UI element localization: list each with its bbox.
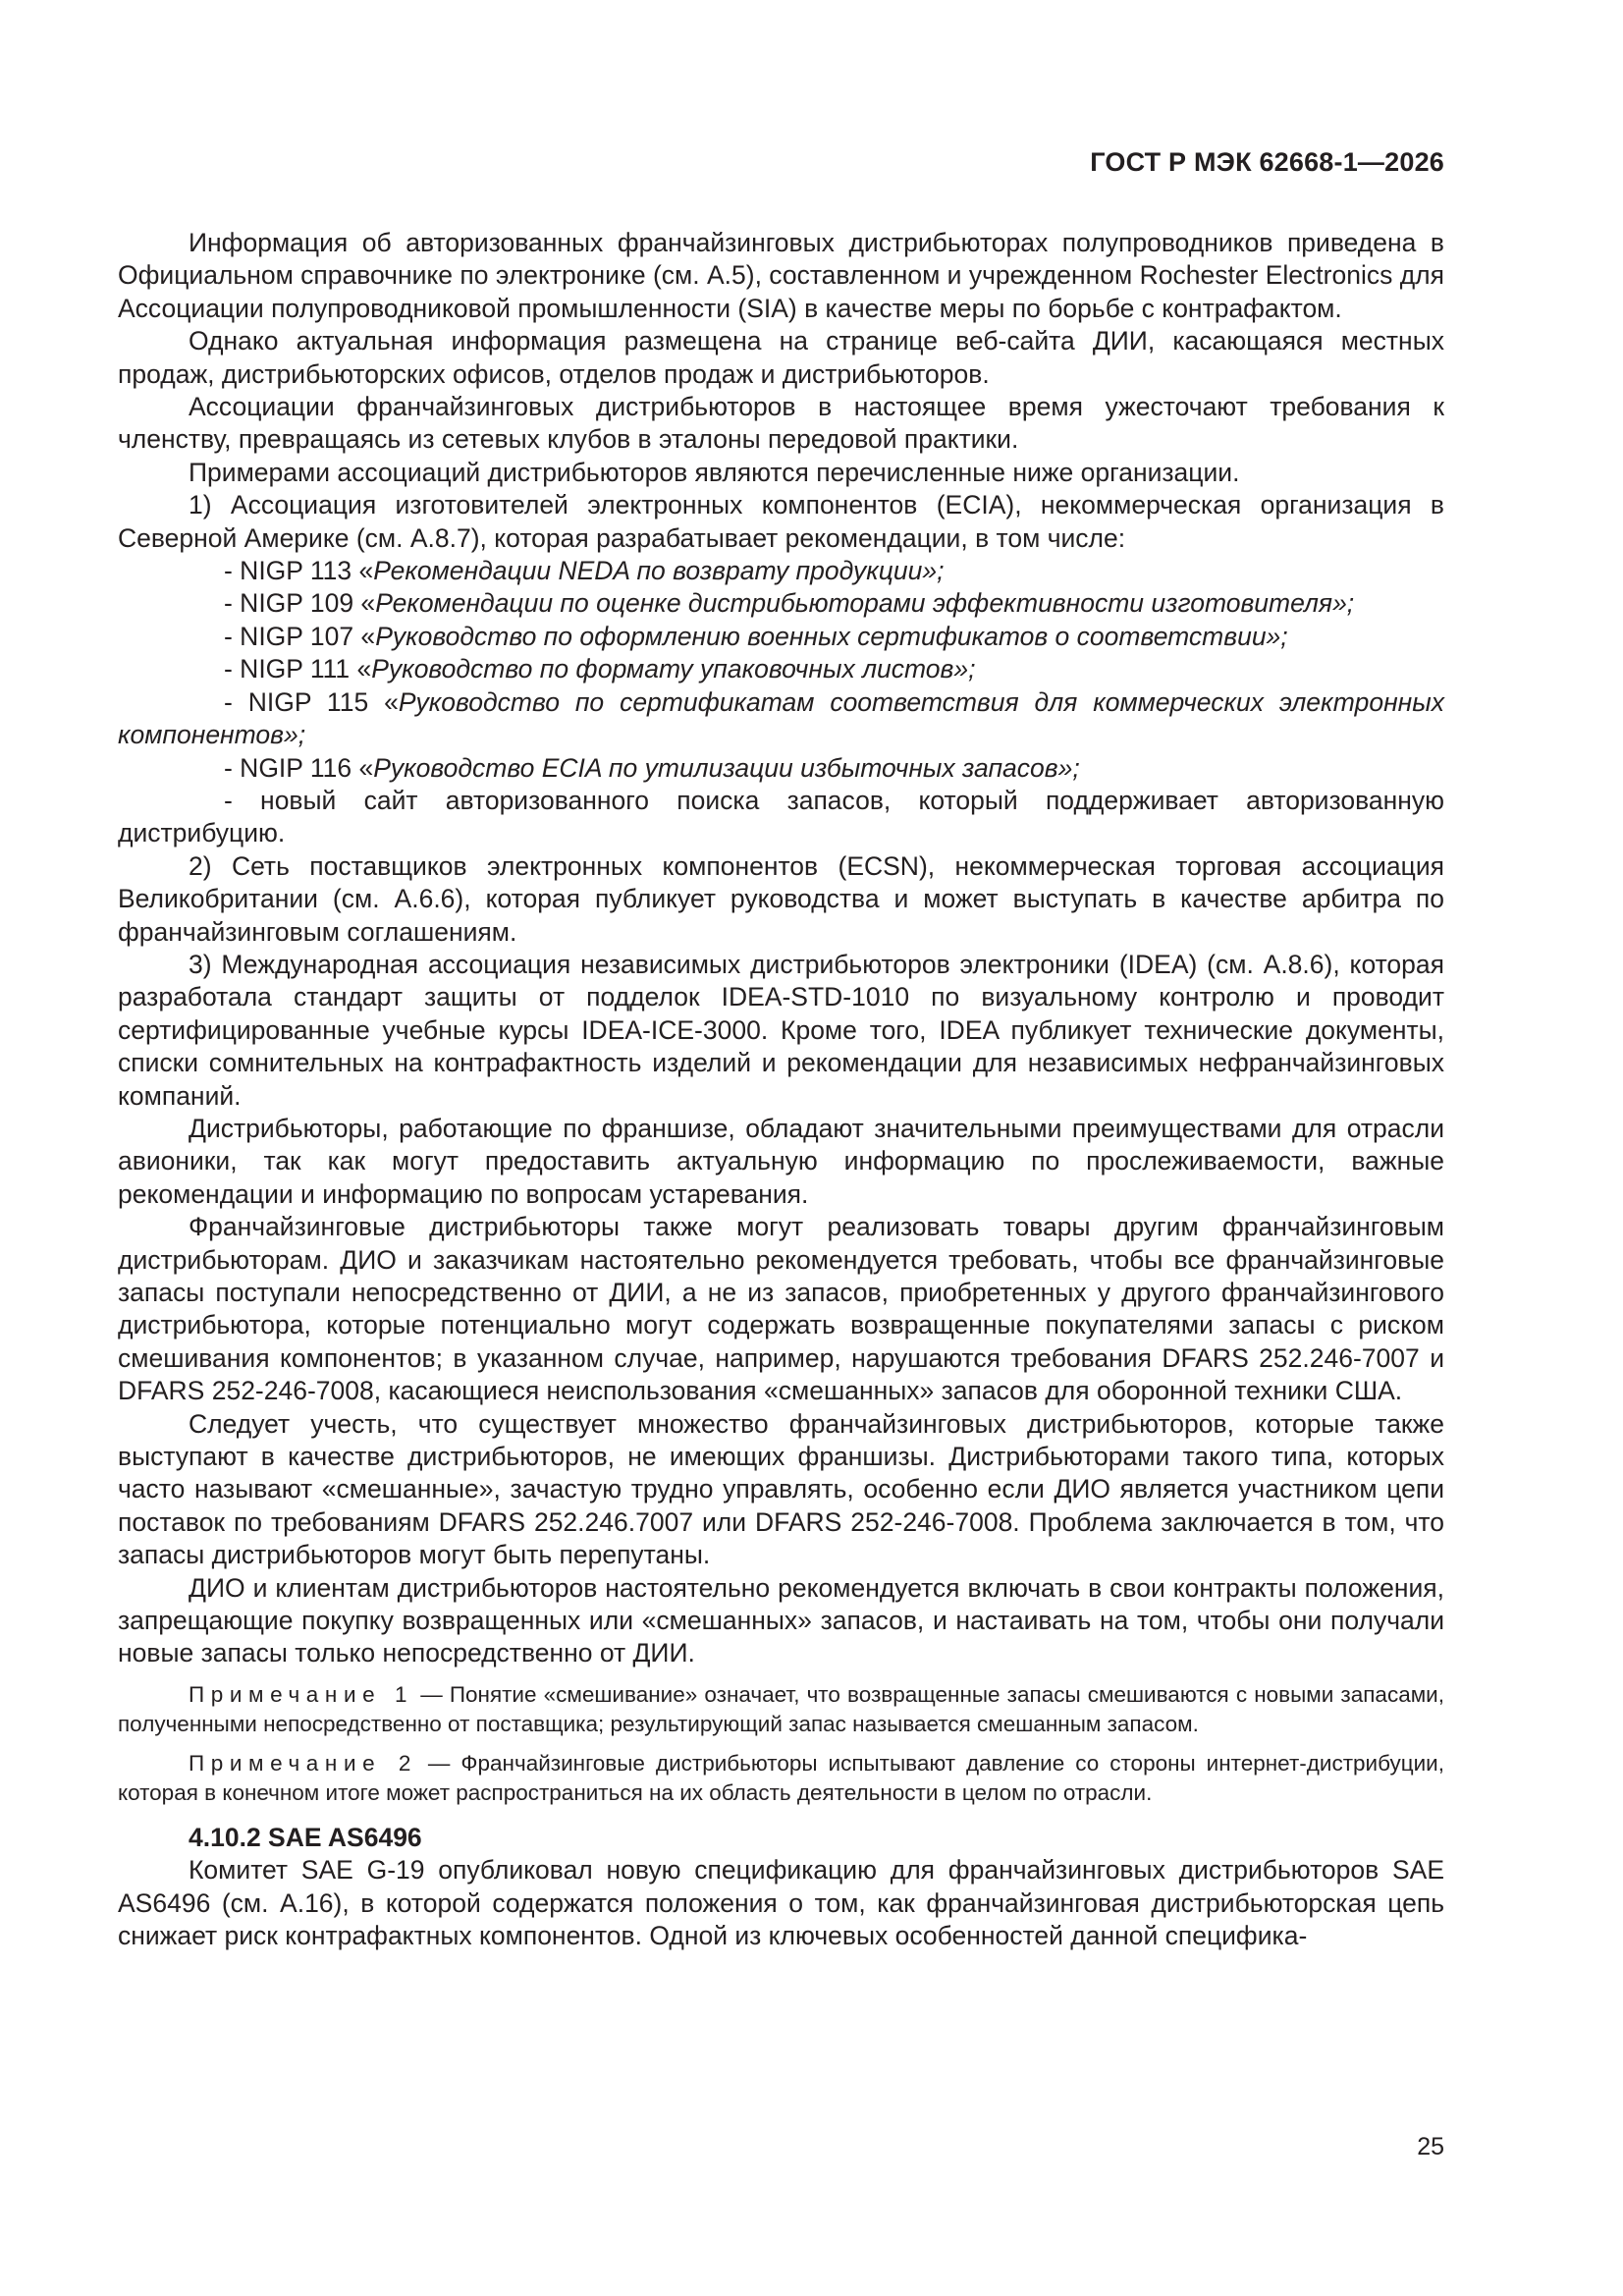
paragraph: Комитет SAE G-19 опубликовал новую спецификацию для франчайзинговых дистрибьюторов SAE AS6496 (см. А.16), в которой содержатся положения о том, как франчайзинговая дистрибьюторская цепь снижает риск контрафактных компонентов. Одной из ключевых особенностей данной специфика- — [118, 1855, 1444, 1951]
list-item-title: Рекомендации по оценке дистрибьюторами эффективности изготовителя»; — [375, 588, 1355, 619]
note-label: Примечание 2 — [189, 1750, 417, 1776]
list-item-code: - NIGP 113 « — [224, 556, 374, 586]
list-item-title: Руководство по оформлению военных сертификатов о соответствии»; — [375, 621, 1288, 651]
paragraph: 1) Ассоциация изготовителей электронных компонентов (ECIA), некоммерческая организация в Северной Америке (см. А.8.7), которая разрабатывает рекомендации, в том числе: — [118, 490, 1444, 553]
list-item-title: Руководство ECIA по утилизации избыточных запасов»; — [373, 752, 1080, 783]
note-label: Примечание 1 — [189, 1681, 414, 1707]
list-item — [118, 621, 1444, 653]
list-item — [118, 587, 1444, 620]
list-item-title: Руководство по сертификатам соответствия для коммерческих электронных компонентов»; — [118, 686, 1444, 750]
paragraph: Ассоциации франчайзинговых дистрибьюторов в настоящее время ужесточают требования к членству, превращаясь из сетевых клубов в эталоны передовой практики. — [118, 392, 1444, 455]
section-heading: 4.10.2 SAE AS6496 — [189, 1822, 422, 1852]
document-header: ГОСТ Р МЭК 62668-1—2026 — [1090, 147, 1444, 177]
list-item-title: Рекомендации NEDA по возврату продукции»; — [373, 556, 945, 586]
list-item-code: - NIGP 107 « — [224, 621, 376, 651]
list-item — [118, 752, 1444, 785]
paragraph: Информация об авторизованных франчайзинговых дистрибьюторах полупроводников приведена в Официальном справочнике по электронике (см. А.5), составленном и учрежденном Rochester Electronics для Ассоциации полупроводниковой промышленности (SIA) в качестве меры по борьбе с контрафактом. — [118, 228, 1444, 323]
paragraph: Однако актуальная информация размещена на странице веб-сайта ДИИ, касающаяся местных продаж, дистрибьюторских офисов, отделов продаж и дистрибьюторов. — [118, 326, 1444, 389]
paragraph: ДИО и клиентам дистрибьюторов настоятельно рекомендуется включать в свои контракты положения, запрещающие покупку возвращенных или «смешанных» запасов, и настаивать на том, чтобы они получали новые запасы только непосредственно от ДИИ. — [118, 1572, 1444, 1668]
note — [118, 1680, 1444, 1739]
note-text: — Понятие «смешивание» означает, что возвращенные запасы смешиваются с новыми запасами, полученными непосредственно от поставщика; результирующий запас называется смешанным запасом. — [118, 1681, 1444, 1736]
paragraph: Франчайзинговые дистрибьюторы также могут реализовать товары другим франчайзинговым дистрибьюторам. ДИО и заказчикам настоятельно рекомендуется требовать, чтобы все франчайзинговые запасы поступали непосредственно от ДИИ, а не из запасов, приобретенных у другого франчайзингового дистрибьютора, которые потенциально могут содержать возвращенные покупателями запасы с риском смешивания компонентов; в указанном случае, например, нарушаются требования DFARS 252.246-7007 и DFARS 252-246-7008, касающиеся неиспользования «смешанных» запасов для оборонной техники США. — [118, 1212, 1444, 1406]
note — [118, 1749, 1444, 1808]
paragraph: Дистрибьюторы, работающие по франшизе, обладают значительными преимуществами для отрасли авионики, так как могут предоставить актуальную информацию по прослеживаемости, важные рекомендации и информацию по вопросам устаревания. — [118, 1113, 1444, 1209]
paragraph: 3) Международная ассоциация независимых дистрибьюторов электроники (IDEA) (см. А.8.6), которая разработала стандарт защиты от подделок IDEA-STD-1010 по визуальному контролю и проводит сертифицированные учебные курсы IDEA-ICE-3000. Кроме того, IDEA публикует технические документы, списки сомнительных на контрафактность изделий и рекомендации для независимых нефранчайзинговых компаний. — [118, 949, 1444, 1111]
list-item — [118, 653, 1444, 685]
page-number: 25 — [1417, 2133, 1444, 2160]
list-item-code: - NGIP 116 « — [224, 752, 374, 783]
list-item — [118, 686, 1444, 752]
paragraph: Примерами ассоциаций дистрибьюторов являются перечисленные ниже организации. — [189, 457, 1240, 487]
list-item-code: - NIGP 111 « — [224, 654, 372, 684]
paragraph: Следует учесть, что существует множество франчайзинговых дистрибьюторов, которые также выступают в качестве дистрибьюторов, не имеющих франшизы. Дистрибьюторами такого типа, которых часто называют «смешанные», зачастую трудно управлять, особенно если ДИО является участником цепи поставок по требованиям DFARS 252.246.7007 или DFARS 252-246-7008. Проблема заключается в том, что запасы дистрибьюторов могут быть перепутаны. — [118, 1408, 1444, 1570]
note-text: — Франчайзинговые дистрибьюторы испытывают давление со стороны интернет-дистрибуции, которая в конечном итоге может распространиться на их область деятельности в целом по отрасли. — [118, 1750, 1444, 1805]
list-item-code: - NIGP 109 « — [224, 588, 376, 619]
paragraph: 2) Сеть поставщиков электронных компонентов (ECSN), некоммерческая торговая ассоциация Великобритании (см. А.6.6), которая публикует руководства и может выступать в качестве арбитра по франчайзинговым соглашениям. — [118, 850, 1444, 947]
page-body — [118, 227, 1444, 1953]
list-item — [118, 555, 1444, 587]
list-item: - новый сайт авторизованного поиска запасов, который поддерживает авторизованную дистрибуцию. — [118, 785, 1444, 848]
list-item-title: Руководство по формату упаковочных листов»; — [371, 654, 976, 684]
list-item-code: - NIGP 115 « — [224, 686, 399, 717]
